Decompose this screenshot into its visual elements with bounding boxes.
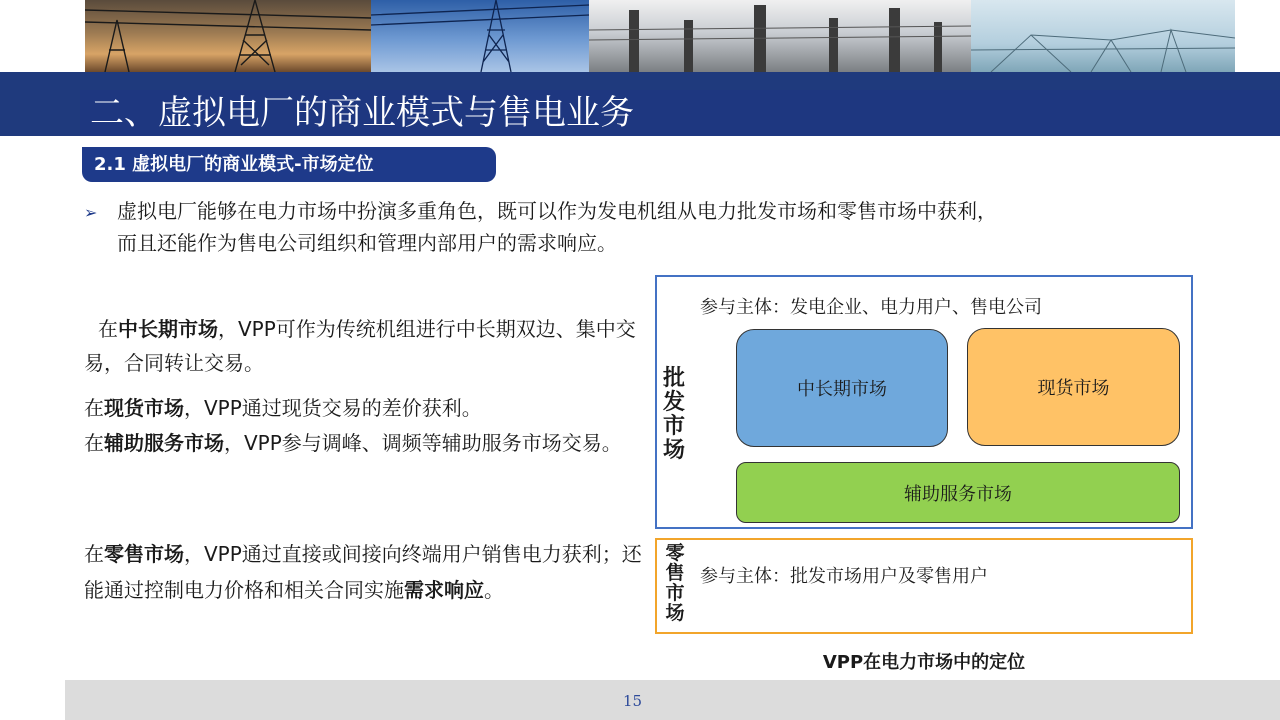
long-term-market-block: 中长期市场 [736, 329, 948, 447]
diagram-caption: VPP在电力市场中的定位 [822, 652, 1026, 673]
page-number: 15 [622, 692, 643, 710]
intro-bullet [84, 195, 1204, 259]
paragraph-retail [84, 536, 654, 608]
p2-prefix: 在 [84, 396, 104, 420]
p2-bold: 现货市场 [104, 396, 184, 420]
page-title: 二、虚拟电厂的商业模式与售电业务 [80, 90, 1280, 136]
p2-text: ，VPP通过现货交易的差价获利。 [184, 396, 482, 420]
intro-line-2: 而且还能作为售电公司组织和管理内部用户的需求响应。 [117, 231, 617, 255]
p1-prefix: 在 [98, 317, 118, 341]
paragraph-long-term [84, 312, 654, 380]
retail-participants: 参与主体：批发市场用户及零售用户 [700, 566, 988, 587]
transmission-tower-photo-blue [371, 0, 589, 72]
intro-line-1: 虚拟电厂能够在电力市场中扮演多重角色，既可以作为发电机组从电力批发市场和零售市场中获利， [117, 199, 997, 223]
footer-bar [65, 680, 1280, 720]
p4-prefix: 在 [84, 542, 104, 566]
paragraph-ancillary [84, 426, 654, 460]
substation-insulators-photo [589, 0, 971, 72]
p1-bold: 中长期市场 [118, 317, 218, 341]
p4-suffix: 。 [484, 578, 504, 602]
p4-bold-2: 需求响应 [404, 578, 484, 602]
paragraph-spot [84, 391, 654, 425]
wholesale-participants: 参与主体：发电企业、电力用户、售电公司 [700, 297, 1042, 318]
p4-text: ，VPP通过直接或间接向终端用户销售电力获利；还能通过控制电力价格和相关合同实施 [84, 542, 642, 602]
ancillary-market-block: 辅助服务市场 [736, 462, 1180, 523]
p3-prefix: 在 [84, 431, 104, 455]
section-subtitle: 2.1 虚拟电厂的商业模式-市场定位 [82, 147, 496, 182]
header-photo-banner [85, 0, 1235, 72]
retail-market-label: 零售市场 [665, 542, 685, 624]
transmission-tower-photo-sunset [85, 0, 371, 72]
arrow-right-icon: ➢ [84, 203, 98, 222]
wholesale-market-label: 批发市场 [662, 366, 685, 463]
p3-text: ，VPP参与调峰、调频等辅助服务市场交易。 [224, 431, 622, 455]
p3-bold: 辅助服务市场 [104, 431, 224, 455]
spot-market-block: 现货市场 [967, 328, 1180, 446]
p1-text: ，VPP可作为传统机组进行中长期双边、集中交易，合同转让交易。 [84, 317, 636, 375]
substation-frame-photo [971, 0, 1235, 72]
p4-bold: 零售市场 [104, 542, 184, 566]
